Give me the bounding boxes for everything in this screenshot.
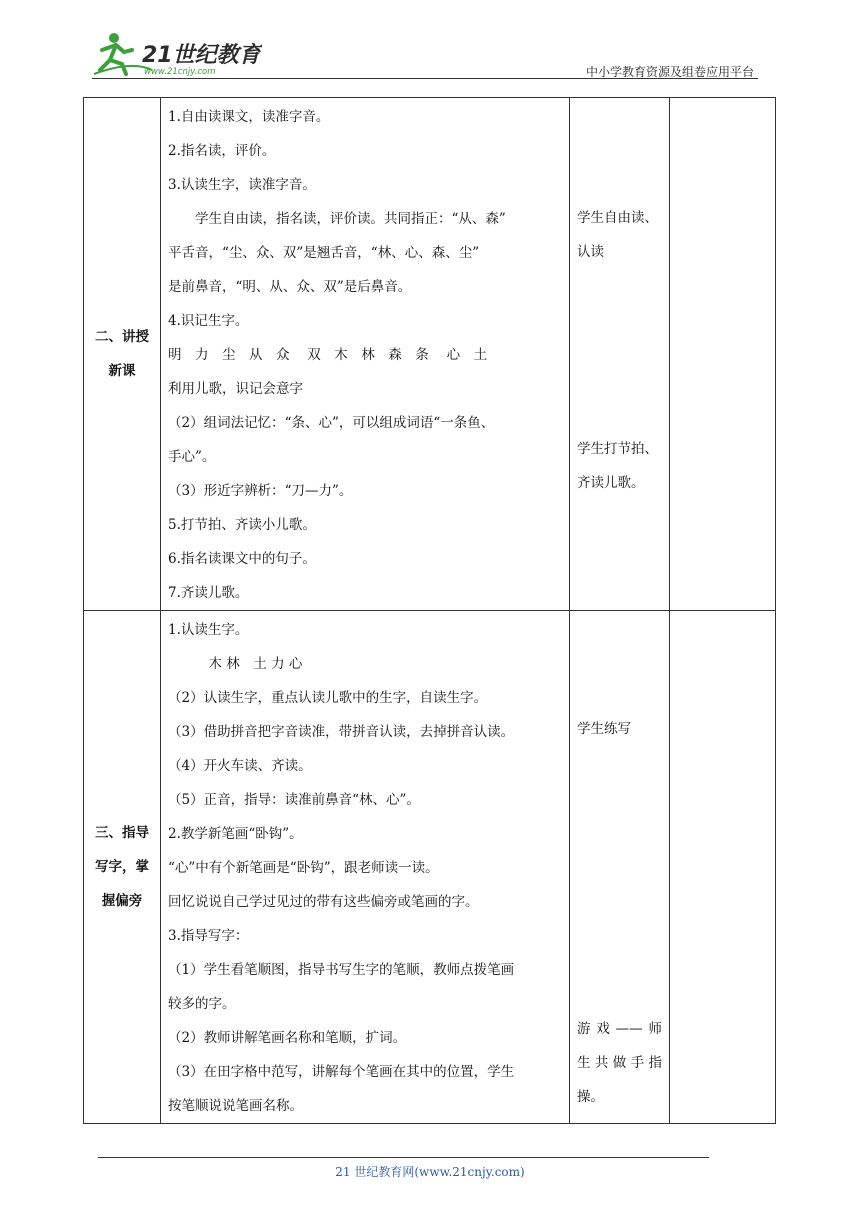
content-line: 3.指导写字： [168,928,249,944]
content-line: 平舌音，“尘、众、双”是翘舌音，“林、心、森、尘” [168,245,480,261]
section-label-line: 二、讲授 [95,329,149,345]
content-line: 1.自由读课文，读准字音。 [168,109,330,125]
content-line: 2.教学新笔画“卧钩”。 [168,826,303,842]
section-label-line: 握偏旁 [101,893,143,909]
student-activity [570,611,670,1124]
student-activity-line: 学生打节拍、 [577,441,658,457]
notes-cell [670,98,776,611]
content-line: （3）在田字格中范写，讲解每个笔画在其中的位置，学生 [168,1064,515,1080]
content-line: 3.认读生字，读准字音。 [168,177,316,193]
content-line: （1）学生看笔顺图，指导书写生字的笔顺，教师点拨笔画 [168,962,515,978]
footer-divider [98,1157,709,1158]
content-line: 明 力 尘 从 众 双 木 林 森 条 心 土 [168,347,488,363]
content-line: 1.认读生字。 [168,622,249,638]
content-line: （3）形近字辨析：“刀—力”。 [168,483,353,499]
section-row [84,611,776,1124]
student-activity [570,98,670,611]
content-line: 按笔顺说说笔画名称。 [168,1098,303,1114]
content-line: 4.识记生字。 [168,313,249,329]
runner-logo-icon [92,30,262,80]
student-activity-line: 操。 [577,1089,604,1105]
footer-text: 21 世纪教育网(www.21cnjy.com) [335,1165,525,1179]
content-line: （2）组词法记忆：“条、心”，可以组成词语“一条鱼、 [168,415,495,431]
header-divider [92,78,758,79]
section-label-line: 写字，掌 [95,859,149,875]
content-line: 手心”。 [168,449,216,465]
student-activity-line: 学生自由读、 [577,210,658,226]
section-label-line: 三、指导 [95,825,149,841]
lesson-plan-table [83,97,776,1124]
platform-title: 中小学教育资源及组卷应用平台 [585,65,754,79]
content-line: 较多的字。 [168,996,236,1012]
content-line: 5.打节拍、齐读小儿歌。 [168,517,316,533]
student-activity-group [577,712,662,746]
content-line: 学生自由读，指名读，评价读。共同指正：“从、森” [168,211,506,227]
content-line: （5）正音，指导：读准前鼻音“林、心”。 [168,792,420,808]
student-activity-group [577,1012,662,1114]
section-label [84,611,161,1124]
content-line: （4）开火车读、齐读。 [168,758,312,774]
student-activity-line: 认读 [577,244,604,260]
content-line: 回忆说说自己学过见过的带有这些偏旁或笔画的字。 [168,894,479,910]
content-line: 2.指名读，评价。 [168,143,276,159]
logo-url: www.21cnjy.com [144,67,216,77]
student-activity-line: 齐读儿歌。 [577,475,645,491]
content-line: （2）认读生字，重点认读儿歌中的生字，自读生字。 [168,690,488,706]
content-line: 木 林 土 力 心 [168,656,303,672]
content-line: （2）教师讲解笔画名称和笔顺，扩词。 [168,1030,407,1046]
student-activity-group [577,432,662,500]
notes-cell [670,611,776,1124]
student-activity-line: 学生练写 [577,721,631,737]
content-line: （3）借助拼音把字音读准，带拼音认读，去掉拼音认读。 [168,724,515,740]
section-label-line: 新课 [108,363,136,379]
teaching-content [161,98,570,611]
content-line: 6.指名读课文中的句子。 [168,551,316,567]
content-line: 利用儿歌，识记会意字 [168,381,303,397]
teaching-content [161,611,570,1124]
section-row [84,98,776,611]
page-header [92,30,758,80]
student-activity-line: 游戏——师 [577,1021,662,1037]
logo-text: 21世纪教育 [142,43,261,68]
content-line: 7.齐读儿歌。 [168,585,249,601]
content-line: “心”中有个新笔画是“卧钩”，跟老师读一读。 [168,860,439,876]
site-logo [92,30,262,80]
student-activity-line: 生共做手指 [577,1055,662,1071]
content-line: 是前鼻音，“明、从、众、双”是后鼻音。 [168,279,412,295]
student-activity-group [577,201,662,269]
section-label [84,98,161,611]
